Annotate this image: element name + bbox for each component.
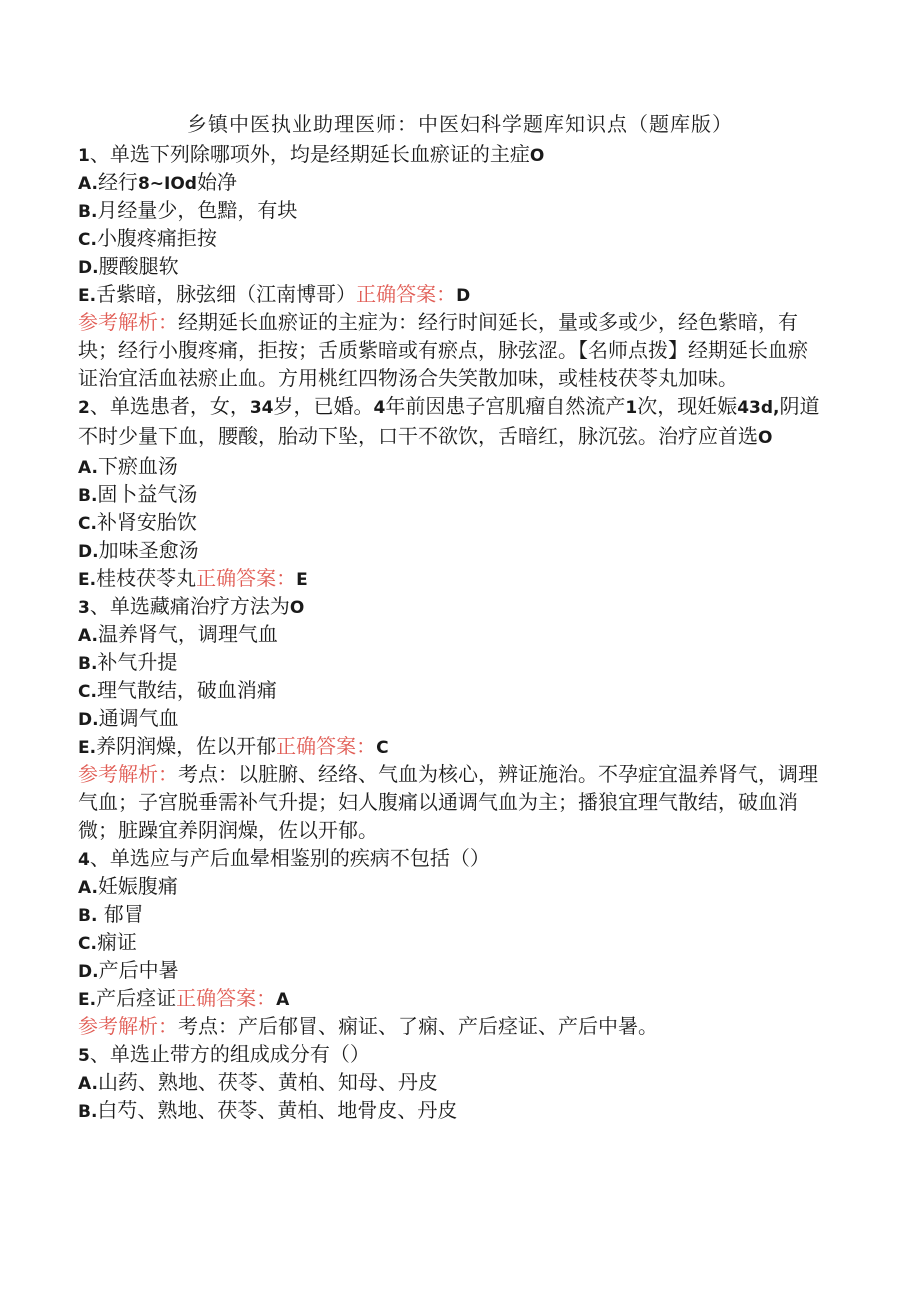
question-blank: O (289, 598, 305, 618)
option-b (78, 900, 823, 928)
question-stem (78, 1040, 823, 1068)
option-c (78, 224, 823, 252)
option-text: 腰酸腿软 (98, 254, 179, 278)
question-text: 次，现妊娠 (637, 394, 738, 418)
option-letter: B. (78, 202, 98, 222)
question-text: 、单选应与产后血晕相鉴别的疾病不包括（） (89, 846, 490, 870)
option-d (78, 536, 823, 564)
option-c (78, 676, 823, 704)
option-letter: E. (78, 286, 97, 306)
question-number: 2 (78, 398, 90, 418)
answer-value: C (376, 738, 389, 758)
option-letter: A. (78, 878, 98, 898)
option-c (78, 928, 823, 956)
option-e (78, 984, 823, 1012)
option-a (78, 168, 823, 196)
option-text: 理气散结，破血消痛 (96, 678, 277, 702)
question-text: 4 (373, 398, 386, 418)
option-a (78, 452, 823, 480)
option-text: 产后中暑 (98, 958, 179, 982)
option-text: 补气升提 (97, 650, 178, 674)
option-text: 养阴润燥，佐以开郁 (96, 734, 277, 758)
option-text: 桂枝茯苓丸 (96, 566, 197, 590)
option-text: 郁冒 (97, 902, 144, 926)
question-text: 、单选藏痛治疗方法为 (89, 594, 290, 618)
option-letter: C. (78, 514, 97, 534)
analysis-text: 经期延长血瘀证的主症为：经行时间延长，量或多或少，经色紫暗，有块；经行小腹疼痛，拒按；舌质紫暗或有瘀点，脉弦涩。【名师点拨】经期延长血瘀证治宜活血祛瘀止血。方用桃红四物汤合失笑散加味，或桂枝茯苓丸加味。 (78, 310, 808, 390)
option-text: 妊娠腹痛 (97, 874, 178, 898)
option-a (78, 872, 823, 900)
answer-value: D (456, 286, 471, 306)
question-text: 、单选下列除哪项外，均是经期延长血瘀证的主症 (89, 142, 530, 166)
option-text: 始净 (196, 170, 237, 194)
answer-value: A (276, 990, 290, 1010)
question-text: 阴道不时少量下血，腰酸，胎动下坠，口干不欲饮，舌暗红，脉沉弦。治疗应首选 (78, 394, 820, 448)
option-letter: B. (78, 1102, 98, 1122)
question-list (78, 140, 823, 1124)
analysis-label: 参考解析： (78, 310, 178, 334)
option-text: 固卜益气汤 (97, 482, 198, 506)
option-letter: B. (78, 486, 98, 506)
answer-label: 正确答案： (176, 986, 277, 1010)
analysis-text: 考点：产后郁冒、痫证、了痫、产后痉证、产后中暑。 (178, 1014, 658, 1038)
option-letter: C. (78, 682, 97, 702)
question-text: 岁，已婚。 (273, 394, 374, 418)
question-text: 34 (249, 398, 274, 418)
option-a (78, 1068, 823, 1096)
option-text: 通调气血 (98, 706, 179, 730)
option-letter: E. (78, 990, 97, 1010)
analysis-label: 参考解析： (78, 1014, 178, 1038)
option-b (78, 196, 823, 224)
option-d (78, 956, 823, 984)
option-letter: E. (78, 570, 97, 590)
option-c (78, 508, 823, 536)
question-text: 、单选患者，女， (89, 394, 250, 418)
option-letter: D. (78, 542, 99, 562)
analysis-paragraph (78, 760, 823, 844)
answer-label: 正确答案： (276, 734, 377, 758)
option-letter: D. (78, 962, 99, 982)
question-text: 年前因患子宫肌瘤自然流产 (385, 394, 626, 418)
option-text: 小腹疼痛拒按 (96, 226, 217, 250)
page-title: 乡镇中医执业助理医师：中医妇科学题库知识点（题库版） (187, 112, 733, 136)
question-text: 、单选止带方的组成成分有（） (89, 1042, 370, 1066)
answer-value: E (296, 570, 308, 590)
option-b (78, 648, 823, 676)
option-text: 白芍、熟地、茯苓、黄柏、地骨皮、丹皮 (97, 1098, 458, 1122)
option-text: 月经量少，色黯，有块 (97, 198, 298, 222)
option-d (78, 252, 823, 280)
question-text: 1 (625, 398, 638, 418)
option-e (78, 564, 823, 592)
question-text: 43d, (737, 398, 780, 418)
question-stem (78, 844, 823, 872)
question-blank: O (758, 428, 773, 448)
option-text: 舌紫暗，脉弦细（江南博哥） (96, 282, 357, 306)
option-letter: D. (78, 710, 99, 730)
option-letter: A. (78, 1074, 98, 1094)
option-letter: A. (78, 458, 98, 478)
option-text: 山药、熟地、茯苓、黄柏、知母、丹皮 (97, 1070, 438, 1094)
analysis-label: 参考解析： (78, 762, 178, 786)
option-letter: B. (78, 654, 98, 674)
analysis-text: 考点：以脏腑、经络、气血为核心，辨证施治。不孕症宜温养肾气，调理气血；子宫脱垂需补气升提；妇人腹痛以通调气血为主；播狼宜理气散结，破血消微；脏躁宜养阴润燥，佐以开郁。 (78, 762, 818, 842)
option-text: 温养肾气，调理气血 (97, 622, 278, 646)
question-stem (78, 592, 823, 620)
question-number: 3 (78, 598, 90, 618)
option-b (78, 1096, 823, 1124)
option-e (78, 732, 823, 760)
option-letter: C. (78, 934, 97, 954)
option-text: 下瘀血汤 (97, 454, 178, 478)
answer-label: 正确答案： (356, 282, 457, 306)
question-blank: O (529, 146, 545, 166)
option-letter: A. (78, 626, 98, 646)
option-e (78, 280, 823, 308)
answer-label: 正确答案： (196, 566, 297, 590)
question-number: 4 (78, 850, 90, 870)
option-text: 经行 (97, 170, 138, 194)
option-letter: D. (78, 258, 99, 278)
option-letter: E. (78, 738, 97, 758)
option-text: 产后痉证 (96, 986, 177, 1010)
analysis-paragraph (78, 308, 823, 392)
question-stem (78, 392, 823, 452)
option-text: 8~IOd (137, 174, 197, 194)
option-letter: A. (78, 174, 98, 194)
option-b (78, 480, 823, 508)
option-text: 补肾安胎饮 (96, 510, 197, 534)
option-letter: C. (78, 230, 97, 250)
question-number: 5 (78, 1046, 90, 1066)
option-text: 痫证 (96, 930, 137, 954)
option-d (78, 704, 823, 732)
option-text: 加味圣愈汤 (98, 538, 199, 562)
analysis-paragraph (78, 1012, 823, 1040)
question-stem (78, 140, 823, 168)
option-a (78, 620, 823, 648)
question-number: 1 (78, 146, 90, 166)
option-letter: B. (78, 906, 98, 926)
